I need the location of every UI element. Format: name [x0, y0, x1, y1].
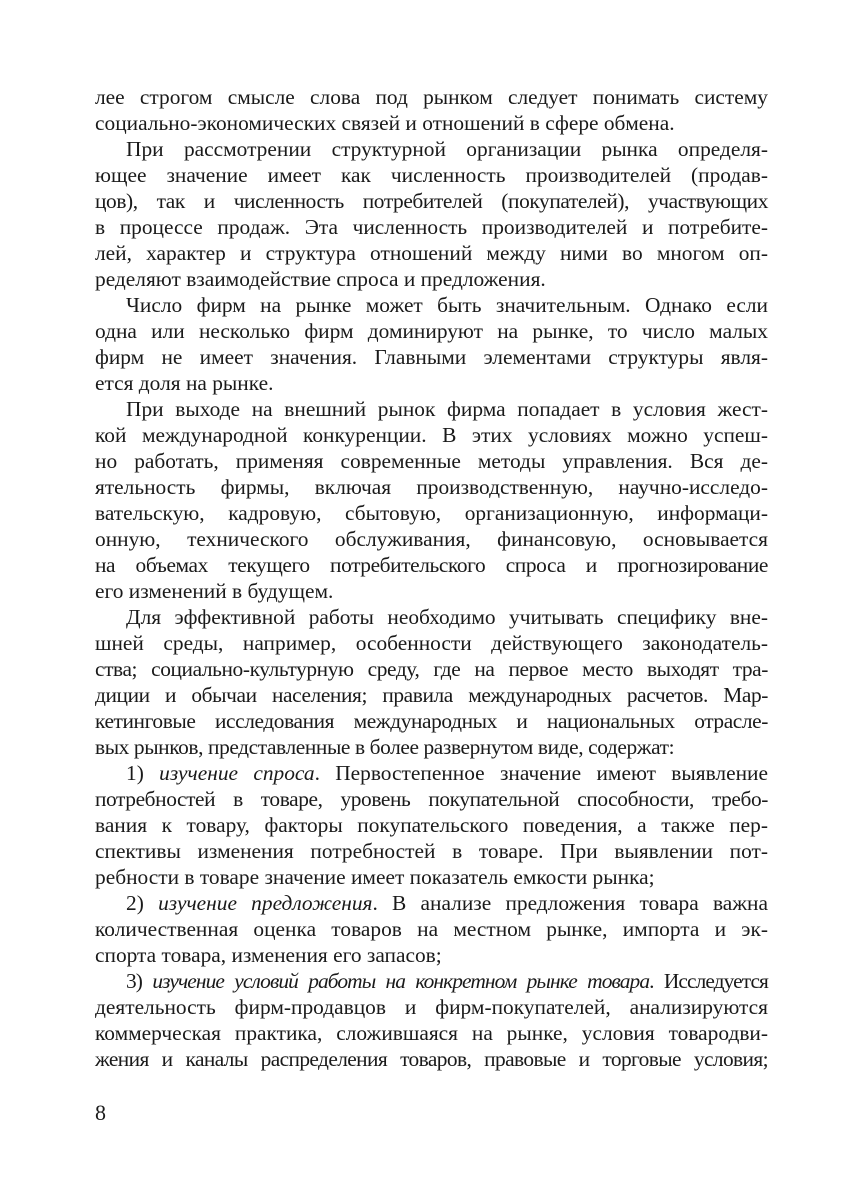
paragraph [95, 396, 768, 604]
text-line: количественная оценка товаров на местном рынке, импорта и эк- [95, 917, 768, 941]
text-line: жения и каналы распределения товаров, правовые и торговые условия; [95, 1047, 768, 1071]
text-line: шней среды, например, особенности действующего законодатель- [95, 631, 768, 655]
paragraph [95, 84, 768, 136]
page-number: 8 [95, 1100, 106, 1125]
text-line: лей, характер и структура отношений между ними во многом оп- [95, 241, 768, 265]
list-item-text: . Исследуется [649, 969, 768, 993]
text-line: кой международной конкуренции. В этих условиях можно успеш- [95, 423, 768, 447]
list-item-text: . Первостепенное значение имеют выявление [314, 761, 768, 785]
list-item-text: . В анализе предложения товара важна [372, 891, 768, 915]
list-item-term: изучение предложения [158, 891, 373, 915]
text-line: ющее значение имеет как численность производителей (продав- [95, 163, 768, 187]
text-line: потребностей в товаре, уровень покупательной способности, требо- [95, 787, 768, 811]
text-line: на объемах текущего потребительского спроса и прогнозирование [95, 553, 768, 577]
text-line: спорта товара, изменения его запасов; [95, 943, 442, 967]
text-line: спективы изменения потребностей в товаре. При выявлении пот- [95, 839, 768, 863]
text-line: деятельность фирм-продавцов и фирм-покупателей, анализируются [95, 995, 768, 1019]
text-line: кетинговые исследования международных и национальных отрасле- [95, 709, 768, 733]
text-line [95, 760, 768, 786]
text-line: ребности в товаре значение имеет показатель емкости рынка; [95, 865, 655, 889]
text-line: вательскую, кадровую, сбытовую, организационную, информаци- [95, 501, 768, 525]
list-item [95, 968, 768, 1072]
list-number: 3) [126, 969, 143, 993]
text-line: ства; социально-культурную среду, где на первое место выходят тра- [95, 657, 768, 681]
text-line: ределяют взаимодействие спроса и предложения. [95, 267, 546, 291]
list-item [95, 760, 768, 890]
text-line: ятельность фирмы, включая производственную, научно-исследо- [95, 475, 768, 499]
text-line: вых рынков, представленные в более развернутом виде, содержат: [95, 735, 675, 759]
text-line: ется доля на рынке. [95, 371, 274, 395]
text-line: диции и обычаи населения; правила международных расчетов. Мар- [95, 683, 768, 707]
list-number: 1) [126, 761, 144, 785]
text-line: онную, технического обслуживания, финансовую, основывается [95, 527, 768, 551]
paragraph [95, 604, 768, 760]
text-line: одна или несколько фирм доминируют на рынке, то число малых [95, 319, 768, 343]
text-line: фирм не имеет значения. Главными элементами структуры явля- [95, 345, 768, 369]
list-item-term: изучение условий работы на конкретном рынке товара [152, 969, 650, 993]
text-line [95, 890, 768, 916]
text-line: лее строгом смысле слова под рынком следует понимать систему [95, 85, 768, 109]
text-line: Число фирм на рынке может быть значительным. Однако если [126, 293, 768, 317]
list-item-term: изучение спроса [159, 761, 315, 785]
page-body [95, 84, 768, 1072]
text-line: в процессе продаж. Эта численность производителей и потребите- [95, 215, 768, 239]
text-line [95, 968, 768, 994]
text-line: его изменений в будущем. [95, 579, 334, 603]
text-line: цов), так и численность потребителей (покупателей), участвующих [95, 189, 768, 213]
paragraph [95, 292, 768, 396]
text-line: При выходе на внешний рынок фирма попадает в условия жест- [126, 397, 768, 421]
list-item [95, 890, 768, 968]
text-line: При рассмотрении структурной организации рынка определя- [126, 137, 768, 161]
list-number: 2) [126, 891, 144, 915]
text-line: Для эффективной работы необходимо учитывать специфику вне- [126, 605, 768, 629]
text-line: коммерческая практика, сложившаяся на рынке, условия товародви- [95, 1021, 768, 1045]
text-line: социально-экономических связей и отношений в сфере обмена. [95, 111, 675, 135]
paragraph [95, 136, 768, 292]
text-line: но работать, применяя современные методы управления. Вся де- [95, 449, 768, 473]
text-line: вания к товару, факторы покупательского поведения, а также пер- [95, 813, 768, 837]
